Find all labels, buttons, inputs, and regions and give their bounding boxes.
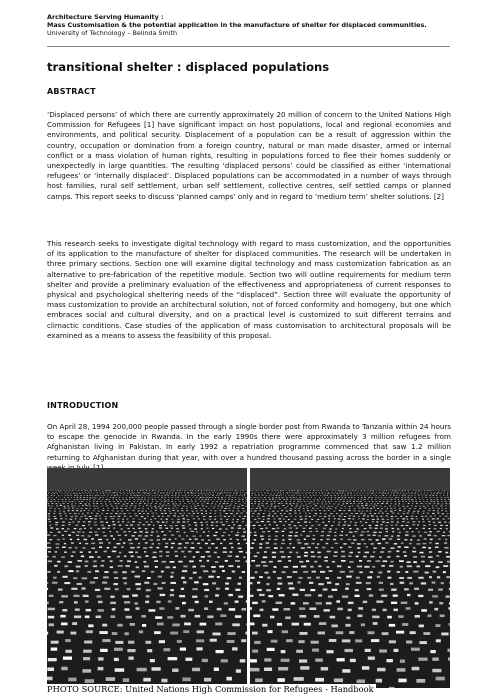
page-title: transitional shelter : displaced populations — [47, 60, 330, 74]
abstract-paragraph-2: This research seeks to investigate digital technology with regard to mass customization, and the opportunities of its application to the manufacture of shelter for displaced communities. The research will be undertaken in three primary sections. Section one will examine digital technology and mass customization fabrication as an alternative to pre-fabrication of the repetitive module. Section two will outline requirements for medium term shelter and provide a preliminary evaluation of the effectiveness and appropriateness of current responses to physical and psychological sheltering needs of the “displaced”. Section three will evaluate the opportunity of mass customization to provide an architectural solution, not of forced conformity and homogeny, but one which embraces social and cultural diversity, and on a practical level is customized to suit different terrains and climactic conditions. Case studies of the application of mass customisation to architectural proposals will be examined as a means to assess the feasibility of this proposal. — [47, 239, 451, 340]
header-divider — [47, 46, 450, 47]
abstract-heading: ABSTRACT — [47, 87, 96, 96]
introduction-paragraph-1: On April 28, 1994 200,000 people passed through a single border post from Rwanda to Tanzania within 24 hours to escape the genocide in Rwanda. In the early 1990s there were approximately 3 million refugees from Afghanistan living in Pakistan. In early 1992 a repatriation programme commenced that saw 1.2 million returning to Afghanistan during that year, with over a hundred thousand passing across the border in a single — [47, 422, 451, 462]
header-subtitle: Mass Customisation & the potential application in the manufacture of shelter for displaced communities. — [47, 21, 427, 29]
introduction-heading: INTRODUCTION — [47, 401, 119, 410]
refugee-camp-photo-left — [47, 468, 247, 688]
photo-caption: PHOTO SOURCE: United Nations High Commission for Refugees - Handbook — [47, 684, 374, 694]
abstract-paragraph-1: ‘Displaced persons’ of which there are currently approximately 20 million of concern to the United Nations High Commission for Refugees [1] have significant impact on host populations, local and regional economies and environments, and political security. Displacement of a population can be a result of aggression within the country, occupation or domination from a foreign country, natural or man made disaster, armed or internal conflict or a mass violation of human rights, resulting in populations forced to flee their homes suddenly or unexpectedly in large quantities. The resulting ‘displaced persons’ could be classified as either ‘international refugees’ or ‘internally displaced’. Displaced populations can be accommodated in a number of ways through host families, rural self settlement, urban self settlement, collective centres, self settled camps or planned camps. This report seeks to discuss ‘planned camps’ only and in regard to ‘medium term’ shelter solutions. [2] — [47, 110, 451, 201]
header-series-title: Architecture Serving Humanity : — [47, 13, 164, 21]
photo-gallery — [47, 468, 450, 688]
refugee-camp-photo-right — [250, 468, 450, 688]
refugee-camp-image-right — [250, 468, 450, 688]
header-author: University of Technology – Belinda Smith — [47, 29, 178, 37]
refugee-camp-image-left — [47, 468, 247, 688]
document-header — [47, 13, 467, 37]
